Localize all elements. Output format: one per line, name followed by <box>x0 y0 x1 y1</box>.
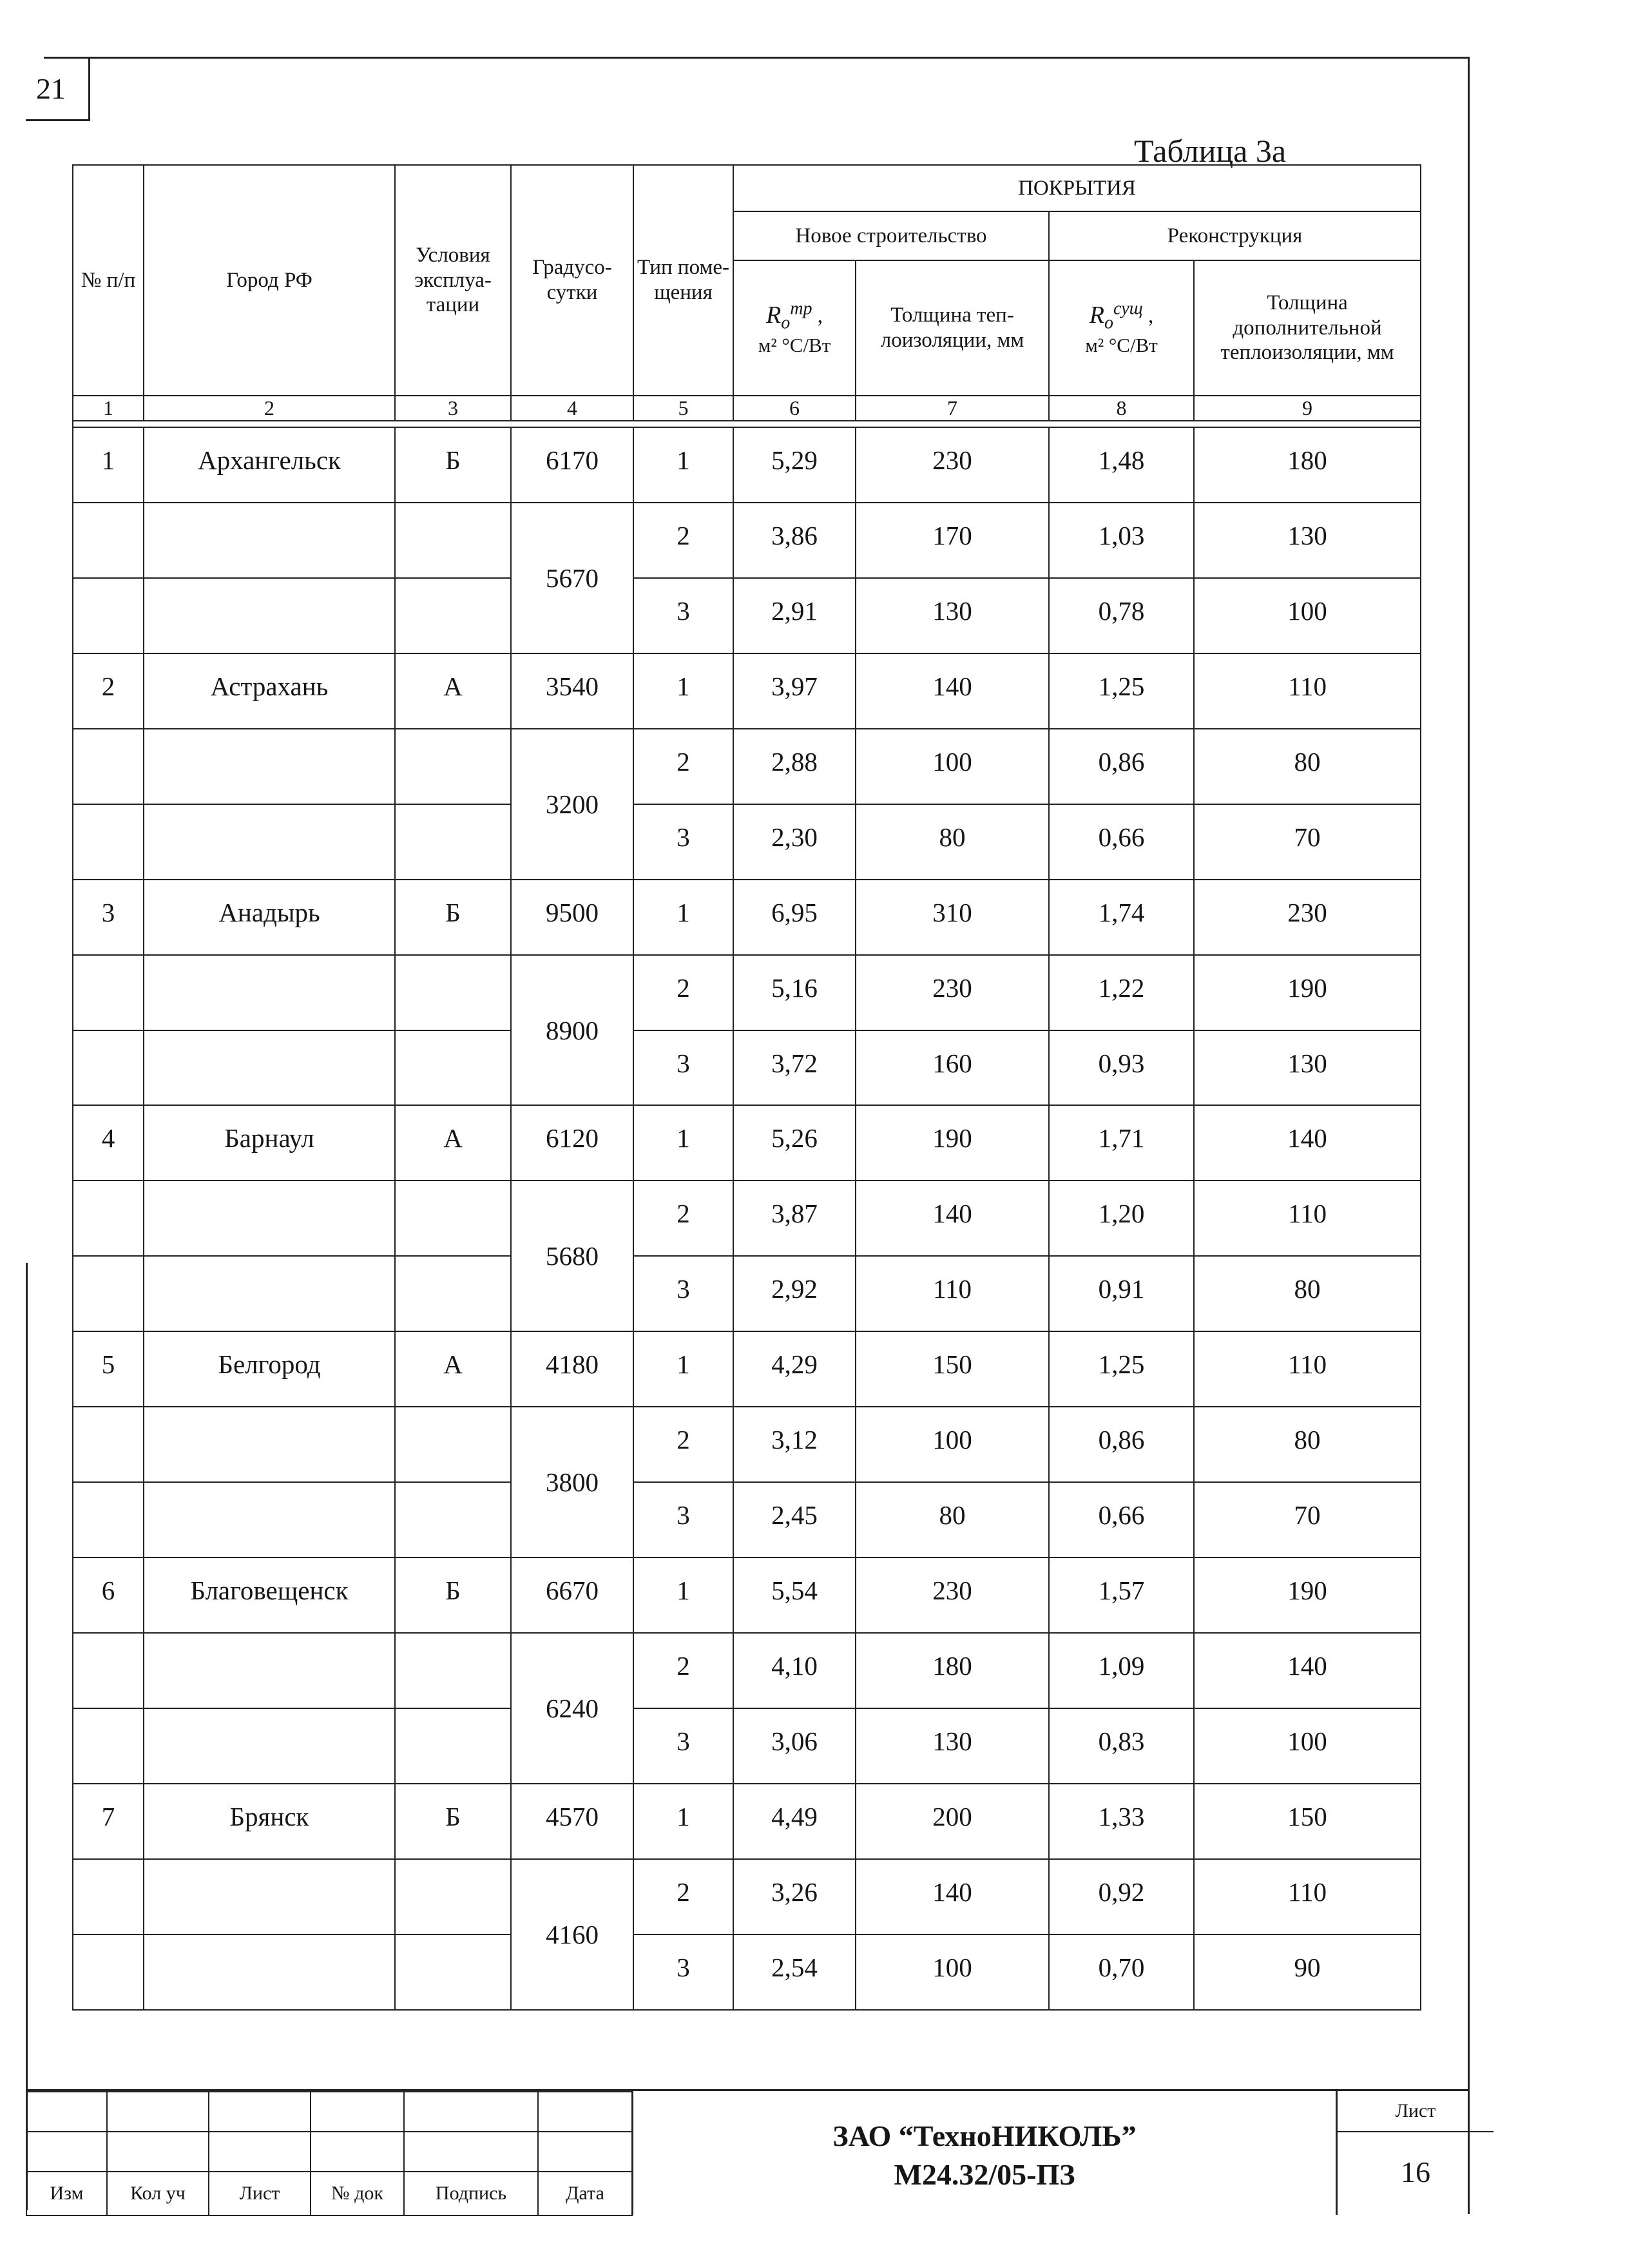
thickness-new-cell: 100 <box>856 1934 1049 2010</box>
city-name-cell <box>144 1407 395 1482</box>
room-type-cell: 3 <box>633 1256 733 1331</box>
degree-days-cell: 4160 <box>511 1859 633 2010</box>
header-thickness-new: Толщина теп-лоизоляции, мм <box>856 260 1049 396</box>
room-type-cell: 1 <box>633 427 733 503</box>
room-type-cell: 3 <box>633 1934 733 2010</box>
revision-grid <box>26 2091 633 2216</box>
degree-days-cell: 3540 <box>511 653 633 729</box>
city-name-cell <box>144 1708 395 1784</box>
label-izm: Изм <box>26 2172 107 2215</box>
r-existing-cell: 0,78 <box>1049 578 1194 653</box>
r-existing-cell: 1,33 <box>1049 1784 1194 1859</box>
row-number-cell: 7 <box>73 1784 144 1859</box>
col-number: 5 <box>633 396 733 421</box>
header-roof-group: ПОКРЫТИЯ <box>733 165 1421 211</box>
thickness-additional-cell: 110 <box>1194 1181 1421 1256</box>
row-number-cell <box>73 1934 144 2010</box>
header-degree-days: Градусо-сутки <box>511 165 633 396</box>
table-row <box>73 1256 1421 1331</box>
col-number: 8 <box>1049 396 1194 421</box>
thickness-additional-cell: 140 <box>1194 1105 1421 1181</box>
conditions-cell <box>395 1181 511 1256</box>
table-row <box>73 1784 1421 1859</box>
conditions-cell <box>395 804 511 880</box>
degree-days-cell: 3200 <box>511 729 633 880</box>
label-signature: Подпись <box>404 2172 538 2215</box>
r-required-cell: 3,86 <box>733 503 856 578</box>
r-required-cell: 2,54 <box>733 1934 856 2010</box>
room-type-cell: 2 <box>633 503 733 578</box>
room-type-cell: 2 <box>633 729 733 804</box>
city-name-cell <box>144 1934 395 2010</box>
r-existing-cell: 1,74 <box>1049 880 1194 955</box>
thickness-new-cell: 230 <box>856 427 1049 503</box>
table-row <box>73 1558 1421 1633</box>
thickness-new-cell: 230 <box>856 955 1049 1030</box>
conditions-cell <box>395 955 511 1030</box>
city-name-cell <box>144 1256 395 1331</box>
table-row <box>73 653 1421 729</box>
row-number-cell <box>73 955 144 1030</box>
degree-days-cell: 4570 <box>511 1784 633 1859</box>
r-required-cell: 3,72 <box>733 1030 856 1106</box>
row-number-cell <box>73 804 144 880</box>
r-required-cell: 2,45 <box>733 1482 856 1558</box>
corner-page-number: 21 <box>26 57 90 121</box>
r-required-cell: 6,95 <box>733 880 856 955</box>
revision-cell <box>209 2132 311 2172</box>
table-row <box>73 1030 1421 1106</box>
revision-cell <box>26 2132 107 2172</box>
revision-cell <box>107 2092 209 2132</box>
r-required-cell: 4,29 <box>733 1331 856 1407</box>
thickness-new-cell: 230 <box>856 1558 1049 1633</box>
data-table <box>72 164 1421 2011</box>
r-existing-cell: 0,91 <box>1049 1256 1194 1331</box>
conditions-cell <box>395 1934 511 2010</box>
city-name-cell <box>144 1181 395 1256</box>
thickness-additional-cell: 80 <box>1194 1256 1421 1331</box>
thickness-new-cell: 160 <box>856 1030 1049 1106</box>
frame-left-line <box>26 1263 28 2210</box>
r-required-unit: м² °С/Вт <box>758 334 831 357</box>
thickness-new-cell: 80 <box>856 804 1049 880</box>
thickness-new-cell: 80 <box>856 1482 1049 1558</box>
r-existing-cell: 1,22 <box>1049 955 1194 1030</box>
thickness-additional-cell: 90 <box>1194 1934 1421 2010</box>
r-required-cell: 3,26 <box>733 1859 856 1934</box>
r-existing-cell: 1,57 <box>1049 1558 1194 1633</box>
room-type-cell: 2 <box>633 1859 733 1934</box>
frame-top-line <box>44 57 1469 59</box>
room-type-cell: 2 <box>633 1633 733 1708</box>
r-required-cell: 4,10 <box>733 1633 856 1708</box>
row-number-cell <box>73 1633 144 1708</box>
degree-days-cell: 5670 <box>511 503 633 653</box>
city-name-cell <box>144 1482 395 1558</box>
room-type-cell: 1 <box>633 1331 733 1407</box>
thickness-additional-cell: 100 <box>1194 578 1421 653</box>
r-required-cell: 2,91 <box>733 578 856 653</box>
col-number: 4 <box>511 396 633 421</box>
header-r-existing: $R_o^{сущ}$ , м² °С/Вт <box>1049 260 1194 396</box>
city-name-cell <box>144 955 395 1030</box>
city-name-cell <box>144 1633 395 1708</box>
thickness-additional-cell: 130 <box>1194 503 1421 578</box>
r-existing-cell: 0,93 <box>1049 1030 1194 1106</box>
thickness-additional-cell: 110 <box>1194 653 1421 729</box>
r-required-cell: 3,87 <box>733 1181 856 1256</box>
table-row <box>73 804 1421 880</box>
degree-days-cell: 5680 <box>511 1181 633 1331</box>
col-number: 2 <box>144 396 395 421</box>
room-type-cell: 1 <box>633 1784 733 1859</box>
thickness-new-cell: 130 <box>856 578 1049 653</box>
city-name-cell: Барнаул <box>144 1105 395 1181</box>
row-number-cell: 6 <box>73 1558 144 1633</box>
label-kol-uch: Кол уч <box>107 2172 209 2215</box>
conditions-cell <box>395 1708 511 1784</box>
table-row <box>73 427 1421 503</box>
table-row <box>73 1331 1421 1407</box>
r-existing-cell: 0,66 <box>1049 804 1194 880</box>
table-row <box>73 1482 1421 1558</box>
r-existing-cell: 0,66 <box>1049 1482 1194 1558</box>
thickness-additional-cell: 140 <box>1194 1633 1421 1708</box>
room-type-cell: 3 <box>633 1708 733 1784</box>
conditions-cell: Б <box>395 880 511 955</box>
room-type-cell: 2 <box>633 1181 733 1256</box>
conditions-cell: Б <box>395 1784 511 1859</box>
thickness-additional-cell: 80 <box>1194 1407 1421 1482</box>
header-r-required: $R_o^{mp}$ , м² °С/Вт <box>733 260 856 396</box>
revision-cell <box>404 2132 538 2172</box>
header-no: № п/п <box>73 165 144 396</box>
row-number-cell <box>73 729 144 804</box>
room-type-cell: 1 <box>633 653 733 729</box>
conditions-cell: Б <box>395 427 511 503</box>
city-name-cell: Анадырь <box>144 880 395 955</box>
header-reconstruction: Реконструкция <box>1049 211 1421 260</box>
city-name-cell <box>144 1859 395 1934</box>
table-row <box>73 1181 1421 1256</box>
r-existing-cell: 1,03 <box>1049 503 1194 578</box>
row-number-cell: 5 <box>73 1331 144 1407</box>
degree-days-cell: 9500 <box>511 880 633 955</box>
row-number-cell <box>73 1030 144 1106</box>
thickness-new-cell: 170 <box>856 503 1049 578</box>
room-type-cell: 1 <box>633 880 733 955</box>
r-existing-cell: 1,09 <box>1049 1633 1194 1708</box>
company-name: ЗАО “ТехноНИКОЛЬ” <box>832 2119 1137 2152</box>
conditions-cell <box>395 1407 511 1482</box>
r-existing-cell: 0,86 <box>1049 729 1194 804</box>
revision-cell <box>209 2092 311 2132</box>
r-existing-cell: 1,20 <box>1049 1181 1194 1256</box>
thickness-new-cell: 310 <box>856 880 1049 955</box>
row-number-cell <box>73 1407 144 1482</box>
city-name-cell: Благовещенск <box>144 1558 395 1633</box>
r-required-symbol: $R_o^{mp}$ <box>766 298 812 333</box>
table-row <box>73 1708 1421 1784</box>
label-doc-no: № док <box>311 2172 404 2215</box>
city-name-cell: Брянск <box>144 1784 395 1859</box>
header-conditions: Условия эксплуа-тации <box>395 165 511 396</box>
row-number-cell: 1 <box>73 427 144 503</box>
table-row <box>73 1859 1421 1934</box>
col-number: 7 <box>856 396 1049 421</box>
thickness-additional-cell: 190 <box>1194 1558 1421 1633</box>
thickness-additional-cell: 100 <box>1194 1708 1421 1784</box>
conditions-cell: А <box>395 1105 511 1181</box>
conditions-cell <box>395 1030 511 1106</box>
table-row <box>73 578 1421 653</box>
title-block <box>26 2089 1468 2215</box>
header-city: Город РФ <box>144 165 395 396</box>
row-number-cell <box>73 1256 144 1331</box>
thickness-new-cell: 190 <box>856 1105 1049 1181</box>
room-type-cell: 1 <box>633 1558 733 1633</box>
row-number-cell <box>73 503 144 578</box>
col-number: 3 <box>395 396 511 421</box>
degree-days-cell: 6240 <box>511 1633 633 1784</box>
r-existing-cell: 0,92 <box>1049 1859 1194 1934</box>
col-number: 1 <box>73 396 144 421</box>
table-row <box>73 955 1421 1030</box>
table-body <box>73 427 1421 2010</box>
document-code: М24.32/05-ПЗ <box>894 2158 1075 2191</box>
thickness-new-cell: 140 <box>856 653 1049 729</box>
row-number-cell <box>73 1482 144 1558</box>
thickness-additional-cell: 150 <box>1194 1784 1421 1859</box>
table-row <box>73 503 1421 578</box>
thickness-new-cell: 100 <box>856 1407 1049 1482</box>
conditions-cell <box>395 729 511 804</box>
conditions-cell <box>395 503 511 578</box>
r-existing-cell: 0,86 <box>1049 1407 1194 1482</box>
r-required-cell: 3,97 <box>733 653 856 729</box>
conditions-cell <box>395 578 511 653</box>
table-caption: Таблица 3а <box>1134 133 1287 169</box>
city-name-cell: Белгород <box>144 1331 395 1407</box>
r-existing-symbol: $R_o^{сущ}$ <box>1089 298 1143 333</box>
conditions-cell: А <box>395 1331 511 1407</box>
thickness-new-cell: 100 <box>856 729 1049 804</box>
degree-days-cell: 4180 <box>511 1331 633 1407</box>
r-existing-cell: 1,25 <box>1049 653 1194 729</box>
r-required-cell: 4,49 <box>733 1784 856 1859</box>
label-date: Дата <box>538 2172 632 2215</box>
conditions-cell <box>395 1256 511 1331</box>
revision-cell <box>538 2092 632 2132</box>
degree-days-cell: 6670 <box>511 1558 633 1633</box>
thickness-additional-cell: 70 <box>1194 1482 1421 1558</box>
row-number-cell <box>73 1859 144 1934</box>
room-type-cell: 3 <box>633 578 733 653</box>
thickness-additional-cell: 190 <box>1194 955 1421 1030</box>
degree-days-cell: 6170 <box>511 427 633 503</box>
r-existing-cell: 1,25 <box>1049 1331 1194 1407</box>
revision-cell <box>311 2092 404 2132</box>
thickness-additional-cell: 230 <box>1194 880 1421 955</box>
r-required-cell: 5,54 <box>733 1558 856 1633</box>
header-room-type: Тип поме-щения <box>633 165 733 396</box>
header-thickness-additional: Толщина дополнительной теплоизоляции, мм <box>1194 260 1421 396</box>
sheet-number: 16 <box>1401 2156 1430 2188</box>
r-required-cell: 2,88 <box>733 729 856 804</box>
thickness-additional-cell: 110 <box>1194 1331 1421 1407</box>
table-row <box>73 880 1421 955</box>
row-number-cell <box>73 578 144 653</box>
city-name-cell <box>144 804 395 880</box>
row-number-cell: 2 <box>73 653 144 729</box>
thickness-new-cell: 180 <box>856 1633 1049 1708</box>
city-name-cell <box>144 503 395 578</box>
r-existing-cell: 0,70 <box>1049 1934 1194 2010</box>
thickness-additional-cell: 70 <box>1194 804 1421 880</box>
thickness-new-cell: 130 <box>856 1708 1049 1784</box>
revision-cell <box>311 2132 404 2172</box>
row-number-cell: 3 <box>73 880 144 955</box>
thickness-new-cell: 200 <box>856 1784 1049 1859</box>
degree-days-cell: 8900 <box>511 955 633 1106</box>
revision-cell <box>538 2132 632 2172</box>
conditions-cell <box>395 1859 511 1934</box>
table-row <box>73 1407 1421 1482</box>
room-type-cell: 3 <box>633 1482 733 1558</box>
conditions-cell: Б <box>395 1558 511 1633</box>
r-required-cell: 3,06 <box>733 1708 856 1784</box>
city-name-cell <box>144 729 395 804</box>
frame-right-line <box>1468 57 1470 2214</box>
r-existing-cell: 1,48 <box>1049 427 1194 503</box>
revision-cell <box>26 2092 107 2132</box>
city-name-cell <box>144 578 395 653</box>
row-number-cell <box>73 1708 144 1784</box>
r-required-cell: 5,16 <box>733 955 856 1030</box>
room-type-cell: 1 <box>633 1105 733 1181</box>
table-row <box>73 729 1421 804</box>
thickness-new-cell: 150 <box>856 1331 1049 1407</box>
table-row <box>73 1934 1421 2010</box>
thickness-additional-cell: 80 <box>1194 729 1421 804</box>
revision-cell <box>404 2092 538 2132</box>
room-type-cell: 2 <box>633 955 733 1030</box>
label-list: Лист <box>209 2172 311 2215</box>
r-required-cell: 5,29 <box>733 427 856 503</box>
conditions-cell <box>395 1482 511 1558</box>
thickness-new-cell: 140 <box>856 1181 1049 1256</box>
room-type-cell: 3 <box>633 1030 733 1106</box>
thickness-additional-cell: 180 <box>1194 427 1421 503</box>
separator-row <box>73 421 1421 427</box>
thickness-additional-cell: 130 <box>1194 1030 1421 1106</box>
room-type-cell: 2 <box>633 1407 733 1482</box>
thickness-new-cell: 140 <box>856 1859 1049 1934</box>
r-existing-cell: 0,83 <box>1049 1708 1194 1784</box>
r-required-cell: 2,30 <box>733 804 856 880</box>
r-existing-unit: м² °С/Вт <box>1085 334 1158 357</box>
city-name-cell: Архангельск <box>144 427 395 503</box>
title-block-center <box>631 2091 1338 2215</box>
r-required-cell: 2,92 <box>733 1256 856 1331</box>
city-name-cell: Астрахань <box>144 653 395 729</box>
revision-cell <box>107 2132 209 2172</box>
conditions-cell: А <box>395 653 511 729</box>
city-name-cell <box>144 1030 395 1106</box>
r-existing-cell: 1,71 <box>1049 1105 1194 1181</box>
row-number-cell: 4 <box>73 1105 144 1181</box>
room-type-cell: 3 <box>633 804 733 880</box>
col-number: 6 <box>733 396 856 421</box>
degree-days-cell: 3800 <box>511 1407 633 1558</box>
r-required-cell: 3,12 <box>733 1407 856 1482</box>
thickness-new-cell: 110 <box>856 1256 1049 1331</box>
table-row <box>73 1105 1421 1181</box>
header-new-construction: Новое строительство <box>733 211 1049 260</box>
col-number: 9 <box>1194 396 1421 421</box>
row-number-cell <box>73 1181 144 1256</box>
table-row <box>73 1633 1421 1708</box>
thickness-additional-cell: 110 <box>1194 1859 1421 1934</box>
conditions-cell <box>395 1633 511 1708</box>
degree-days-cell: 6120 <box>511 1105 633 1181</box>
sheet-label: Лист <box>1338 2091 1494 2132</box>
r-required-cell: 5,26 <box>733 1105 856 1181</box>
